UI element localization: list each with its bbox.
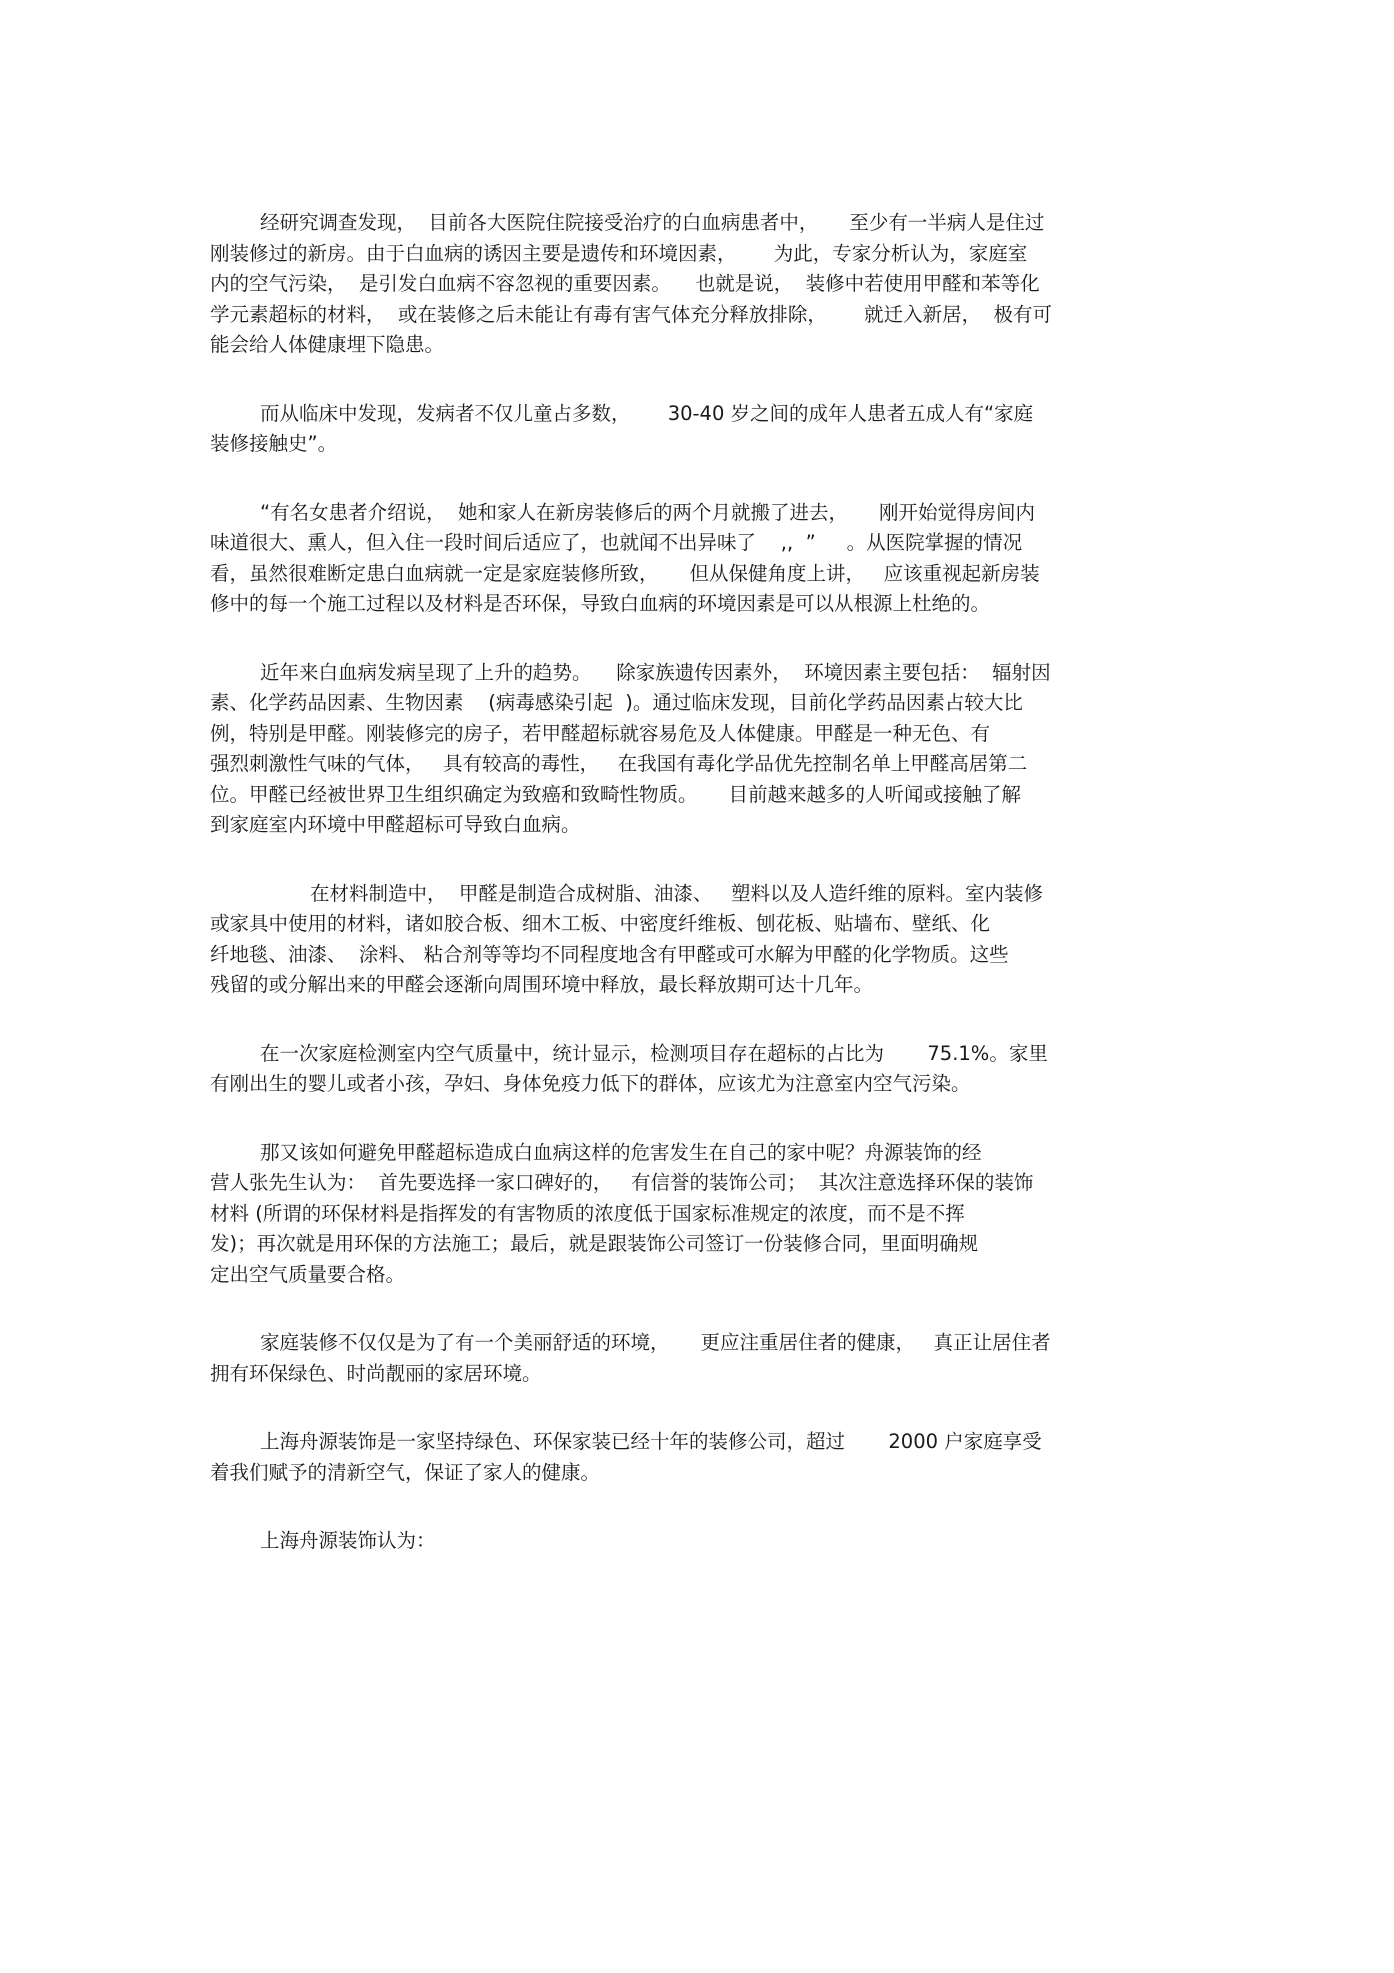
- text-line: 经研究调查发现， 目前各大医院住院接受治疗的白血病患者中， 至少有一半病人是住过: [260, 211, 1045, 234]
- text-line: 纤地毯、油漆、 涂料、 粘合剂等等均不同程度地含有甲醛或可水解为甲醛的化学物质。这些: [210, 942, 1009, 966]
- paragraph-healthy-home: [210, 1328, 1200, 1389]
- paragraph-company-view: [210, 1526, 1200, 1557]
- text-line: 味道很大、熏人，但入住一段时间后适应了，也就闻不出异味了 ,, ” 。从医院掌握的情况: [210, 531, 1023, 554]
- paragraph-prevention-advice: [210, 1138, 1200, 1291]
- text-line: 材料 (所谓的环保材料是指挥发的有害物质的浓度低于国家标准规定的浓度，而不是不挥: [210, 1201, 965, 1225]
- paragraph-leukemia-survey: [210, 208, 1200, 361]
- text-line: 装修接触史”。: [210, 432, 338, 455]
- text-line: 到家庭室内环境中甲醛超标可导致白血病。: [210, 813, 581, 836]
- text-line: 或家具中使用的材料，诸如胶合板、细木工板、中密度纤维板、刨花板、贴墙布、壁纸、化: [210, 912, 991, 935]
- text-line: 定出空气质量要合格。: [210, 1262, 406, 1286]
- text-line: 能会给人体健康埋下隐患。: [210, 333, 445, 356]
- text-line: 内的空气污染， 是引发白血病不容忽视的重要因素。 也就是说， 装修中若使用甲醛和苯等化: [210, 272, 1040, 295]
- text-line: 在一次家庭检测室内空气质量中，统计显示，检测项目存在超标的占比为 75.1%。家里: [260, 1041, 1048, 1065]
- text-line: 残留的或分解出来的甲醛会逐渐向周围环境中释放，最长释放期可达十几年。: [210, 973, 874, 996]
- text-line: 那又该如何避免甲醛超标造成白血病这样的危害发生在自己的家中呢？舟源装饰的经: [260, 1140, 982, 1164]
- text-line: 例，特别是甲醛。刚装修完的房子，若甲醛超标就容易危及人体健康。甲醛是一种无色、有: [210, 721, 991, 745]
- text-line: 而从临床中发现，发病者不仅儿童占多数， 30-40 岁之间的成年人患者五成人有“家庭: [260, 401, 1034, 425]
- text-line: 素、化学药品因素、生物因素 (病毒感染引起 )。通过临床发现，目前化学药品因素占较大比: [210, 691, 1023, 714]
- text-line: 有刚出生的婴儿或者小孩，孕妇、身体免疫力低下的群体，应该尤为注意室内空气污染。: [210, 1072, 971, 1095]
- text-line: 拥有环保绿色、时尚靓丽的家居环境。: [210, 1361, 542, 1385]
- text-line: 着我们赋予的清新空气，保证了家人的健康。: [210, 1460, 601, 1484]
- text-line: 强烈刺激性气味的气体， 具有较高的毒性， 在我国有毒化学品优先控制名单上甲醛高居第二: [210, 752, 1028, 775]
- paragraph-formaldehyde-risk: [210, 658, 1200, 841]
- text-line: 学元素超标的材料， 或在装修之后未能让有毒有害气体充分释放排除， 就迁入新居， 极有可: [210, 302, 1052, 326]
- document-body: [210, 208, 1200, 1595]
- paragraph-company-intro: [210, 1427, 1200, 1488]
- text-line: 修中的每一个施工过程以及材料是否环保，导致白血病的环境因素是可以从根源上杜绝的。: [210, 592, 991, 615]
- text-line: 近年来白血病发病呈现了上升的趋势。 除家族遗传因素外， 环境因素主要包括： 辐射因: [260, 660, 1051, 684]
- text-line: 看，虽然很难断定患白血病就一定是家庭装修所致， 但从保健角度上讲， 应该重视起新房装: [210, 561, 1040, 585]
- text-line: 上海舟源装饰认为：: [260, 1529, 436, 1552]
- text-line: 刚装修过的新房。由于白血病的诱因主要是遗传和环境因素， 为此，专家分析认为，家庭室: [210, 241, 1028, 265]
- paragraph-air-quality-stats: [210, 1039, 1200, 1100]
- text-line: 在材料制造中， 甲醛是制造合成树脂、油漆、 塑料以及人造纤维的原料。室内装修: [310, 881, 1043, 905]
- text-line: 上海舟源装饰是一家坚持绿色、环保家装已经十年的装修公司，超过 2000 户家庭享受: [260, 1430, 1042, 1453]
- text-line: 发)；再次就是用环保的方法施工；最后，就是跟装饰公司签订一份装修合同，里面明确规: [210, 1232, 979, 1255]
- paragraph-clinical-findings: [210, 399, 1200, 460]
- text-line: 家庭装修不仅仅是为了有一个美丽舒适的环境， 更应注重居住者的健康， 真正让居住者: [260, 1331, 1051, 1354]
- text-line: 营人张先生认为： 首先要选择一家口碑好的， 有信誉的装饰公司； 其次注意选择环保的装饰: [210, 1171, 1034, 1194]
- paragraph-patient-story: [210, 498, 1200, 620]
- text-line: 位。甲醛已经被世界卫生组织确定为致癌和致畸性物质。 目前越来越多的人听闻或接触了解: [210, 782, 1021, 806]
- text-line: “有名女患者介绍说， 她和家人在新房装修后的两个月就搬了进去， 刚开始觉得房间内: [260, 500, 1035, 524]
- paragraph-materials: [210, 879, 1200, 1001]
